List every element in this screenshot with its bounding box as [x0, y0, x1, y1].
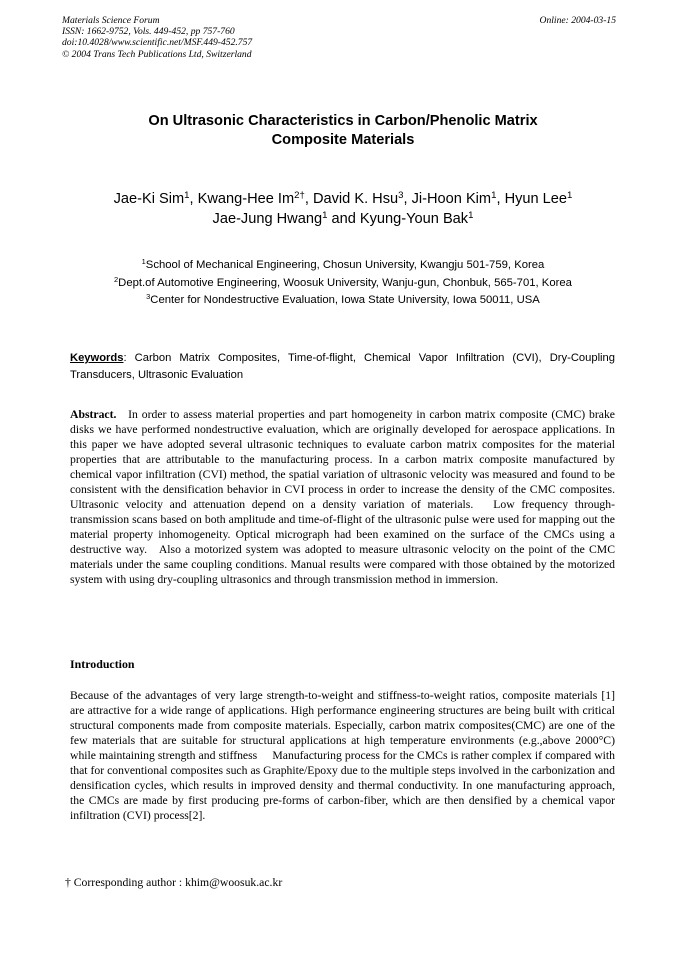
affiliation — [60, 257, 626, 275]
paper-title — [60, 112, 626, 150]
affiliation-number: 1 — [141, 257, 146, 267]
author-affiliation-mark: 2† — [294, 190, 305, 201]
author-line-1 — [60, 189, 626, 209]
introduction-text: Because of the advantages of very large strength-to-weight and stiffness-to-weight ratios, composite materials [1] are attractive for a wide range of applications. High performance engineering structures are being built with critical structural components made from composite materials. Especially, carbon matrix composites(CMC) are one of the few materials that are suitable for structural applications at high temperature environments (e.g.,above 2000°C) while maintaining strength and stiffness Manufacturing process for the CMCs is rather complex if compared with that for conventional composites such as Graphite/Epoxy due to the multiple steps involved in the carbonization and densification cycles, which results in improved density and thermal conductivity. In one manufacturing approach, the CMCs are made by first producing pre-forms of carbon-fiber, which are then densified by a chemical vapor infiltration (CVI) process[2]. — [70, 689, 618, 822]
author-name: Jae-Ki Sim — [113, 191, 185, 207]
author-separator: , — [189, 191, 198, 207]
keywords-text: : Carbon Matrix Composites, Time-of-flight, Chemical Vapor Infiltration (CVI), Dry-Coupling Transducers, Ultrasonic Evaluation — [70, 352, 615, 381]
footnote-text: Corresponding author : khim@woosuk.ac.kr — [70, 876, 283, 889]
affiliation — [60, 275, 626, 293]
author-name: Kyung-Youn Bak — [359, 211, 469, 227]
affiliation — [60, 292, 626, 310]
affiliation-list — [60, 257, 626, 310]
keywords-block — [70, 350, 615, 383]
author-affiliation-mark: 1 — [468, 210, 474, 221]
title-line-1: On Ultrasonic Characteristics in Carbon/Phenolic Matrix — [148, 113, 538, 129]
author-affiliation-mark: 3 — [398, 190, 404, 201]
abstract-text: In order to assess material properties and part homogeneity in carbon matrix composite (CMC) brake disks we have performed nondestructive evaluation, which are originally developed for aerospace applications. In this paper we have adopted several ultrasonic techniques to evaluate carbon matrix composites for the material properties that are attributable to the manufacturing process. In a carbon matrix composite manufactured by chemical vapor infiltration (CVI) method, the spatial variation of ultrasonic velocity was measured and found to be consistent with the densification behavior in CVI process in order to increase the density of the CMC composites. Ultrasonic velocity and attenuation depend on a density variation of materials. Low frequency through-transmission scans based on both amplitude and time-of-flight of the ultrasonic pulse were used for mapping out the material property inhomogeneity. Optical micrograph had been examined on the surface of the CMCs using a destructive way. Also a motorized system was adopted to measure ultrasonic velocity on the point of the CMC materials under the same coupling conditions. Manual results were compared with those obtained by the motorized system with using dry-coupling ultrasonics and through transmission method in immersion. — [70, 408, 618, 586]
author-affiliation-mark: 1 — [491, 190, 497, 201]
dagger-mark: † — [65, 876, 71, 889]
keywords-label: Keywords — [70, 352, 124, 364]
title-line-2: Composite Materials — [271, 132, 415, 148]
author-affiliation-mark: 1 — [322, 210, 328, 221]
issn-line: ISSN: 1662-9752, Vols. 449-452, pp 757-760 — [62, 26, 235, 38]
author-list — [60, 189, 626, 229]
author-name: Ji-Hoon Kim — [411, 191, 492, 207]
author-separator: , — [496, 191, 505, 207]
author-line-2 — [60, 209, 626, 229]
affiliation-text: School of Mechanical Engineering, Chosun University, Kwangju 501-759, Korea — [145, 259, 545, 271]
journal-name: Materials Science Forum — [62, 15, 160, 26]
footnote — [65, 876, 282, 889]
affiliation-number: 3 — [146, 292, 151, 302]
doi-line: doi:10.4028/www.scientific.net/MSF.449-452.757 — [62, 37, 253, 49]
affiliation-text: Center for Nondestructive Evaluation, Iowa State University, Iowa 50011, USA — [150, 294, 540, 306]
affiliation-text: Dept.of Automotive Engineering, Woosuk University, Wanju-gun, Chonbuk, 565-701, Korea — [118, 276, 572, 289]
author-name: Jae-Jung Hwang — [212, 211, 323, 227]
affiliation-number: 2 — [114, 274, 119, 284]
author-separator: and — [327, 211, 360, 227]
abstract-block — [70, 408, 618, 588]
journal-header — [62, 15, 616, 60]
author-separator: , — [304, 191, 313, 207]
abstract-label: Abstract. — [70, 408, 117, 421]
author-name: Hyun Lee — [504, 191, 568, 207]
online-date: Online: 2004-03-15 — [539, 15, 616, 26]
author-separator: , — [403, 191, 412, 207]
section-heading-introduction: Introduction — [70, 657, 135, 671]
author-affiliation-mark: 1 — [184, 190, 190, 201]
author-name: David K. Hsu — [312, 191, 399, 207]
copyright-line: © 2004 Trans Tech Publications Ltd, Switzerland — [62, 48, 252, 60]
author-affiliation-mark: 1 — [567, 190, 573, 201]
author-name: Kwang-Hee Im — [197, 191, 295, 207]
